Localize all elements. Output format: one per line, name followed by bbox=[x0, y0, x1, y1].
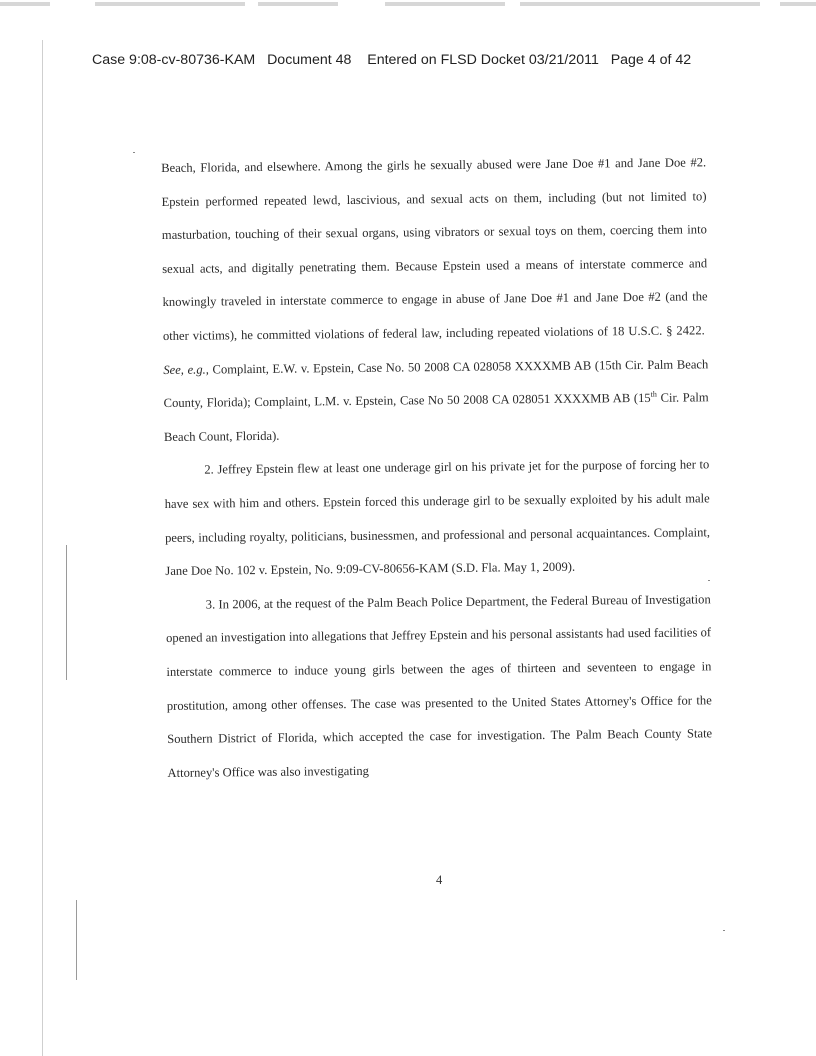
left-margin-line bbox=[42, 40, 43, 1056]
page-indicator: Page 4 of 42 bbox=[610, 52, 692, 68]
docket-header bbox=[92, 52, 792, 68]
scan-speck bbox=[723, 930, 725, 931]
paragraph-3: 3. In 2006, at the request of the Palm Beach Police Department, the Federal Bureau of Investigation opened an investigation into allegations that Jeffrey Epstein and his personal assistants had used facilities of interstate commerce to induce young girls between the ages of thirteen and seventeen to engage in prostitution, among other offenses. The case was presented to the United States Attorney's Office for the Southern District of Florida, which accepted the case for investigation. The Palm Beach County State Attorney's Office was also investigating bbox=[166, 591, 713, 780]
margin-mark bbox=[76, 900, 77, 980]
scan-speck bbox=[133, 152, 135, 153]
document-number: Document 48 bbox=[267, 52, 352, 68]
page-number: 4 bbox=[436, 873, 443, 887]
citation-signal: See, e.g., bbox=[163, 362, 209, 377]
scan-artifact-top bbox=[0, 0, 816, 14]
paragraph-continued: Beach, Florida, and elsewhere. Among the girls he sexually abused were Jane Doe #1 and Jane Doe #2. Epstein performed repeated lewd, lascivious, and sexual acts on them, including (but not limited to) masturbation, touching of their sexual organs, using vibrators or sexual toys on them, coercing them into sexual acts, and digitally penetrating them. Because Epstein used a means of interstate commerce and knowingly traveled in interstate commerce to engage in abuse of Jane Doe #1 and Jane Doe #2 (and the other victims), he committed violations of federal law, including repeated violations of 18 U.S.C. § 2422. See, e.g., Complaint, E.W. v. Epstein, Case No. 50 2008 CA 028058 XXXXMB AB (15th Cir. Palm Beach County, Florida); Complaint, L.M. v. Epstein, Case No 50 2008 CA 028051 XXXXMB AB (15th Cir. Palm Beach Count, Florida). bbox=[161, 155, 709, 444]
paragraph-2: 2. Jeffrey Epstein flew at least one underage girl on his private jet for the purpose of forcing her to have sex with him and others. Epstein forced this underage girl to be sexually exploited by his adult male peers, including royalty, politicians, businessmen, and professional and personal acquaintances. Complaint, Jane Doe No. 102 v. Epstein, No. 9:09-CV-80656-KAM (S.D. Fla. May 1, 2009). bbox=[164, 457, 711, 579]
document-body bbox=[161, 146, 713, 790]
margin-mark bbox=[66, 545, 67, 680]
superscript-ordinal: th bbox=[650, 389, 657, 399]
case-number: Case 9:08-cv-80736-KAM bbox=[92, 52, 256, 68]
docket-entry: Entered on FLSD Docket 03/21/2011 bbox=[367, 52, 599, 68]
